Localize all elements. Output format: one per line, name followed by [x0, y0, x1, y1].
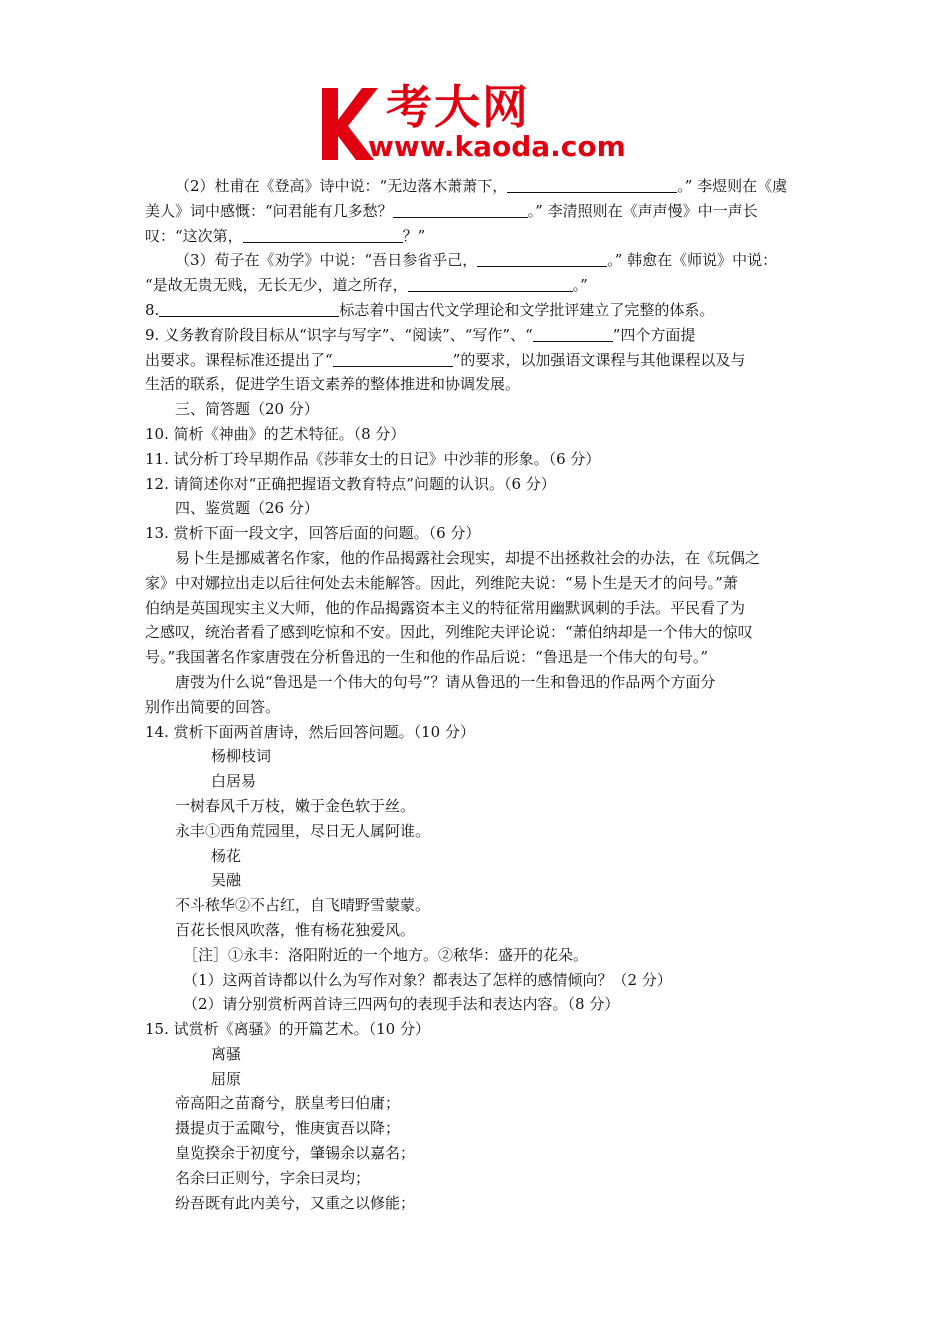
blank[interactable]	[533, 325, 613, 342]
text-line: “是故无贵无贱，无长无少，道之所存， 。”	[145, 276, 588, 295]
sub-question: （1）这两首诗都以什么为写作对象？都表达了怎样的感情倾向？（2 分）	[183, 970, 672, 989]
poem-line: 帝高阳之苗裔兮，朕皇考曰伯庸；	[175, 1094, 401, 1113]
text-line: 生活的联系，促进学生语文素养的整体推进和协调发展。	[145, 375, 521, 394]
question-item: 14. 赏析下面两首唐诗，然后回答问题。（10 分）	[145, 722, 475, 741]
question-item: 11. 试分析丁玲早期作品《莎菲女士的日记》中沙菲的形象。（6 分）	[145, 449, 601, 468]
text-line: 出要求。课程标准还提出了“ ”的要求，以加强语文课程与其他课程以及与	[145, 350, 746, 369]
logo-brand-text: 考大网	[386, 80, 530, 134]
text-line: （3）荀子在《劝学》中说：“吾日参省乎己， 。” 韩愈在《师说》中说：	[175, 251, 778, 270]
logo-url-text: www.kaoda.com	[368, 130, 626, 163]
blank[interactable]	[159, 300, 339, 317]
text-line: 之感叹，统治者看了感到吃惊和不安。因此，列维陀夫评论说：“萧伯纳却是一个伟大的惊叹	[145, 623, 753, 642]
blank[interactable]	[333, 350, 453, 367]
blank[interactable]	[243, 226, 403, 243]
poem-title: 杨花	[211, 846, 242, 865]
poem-line: 一树春风千万枝，嫩于金色软于丝。	[175, 796, 416, 815]
poem-line: 名余曰正则兮，字余曰灵均；	[175, 1168, 371, 1187]
question-item: 10. 简析《神曲》的艺术特征。（8 分）	[145, 424, 406, 443]
text-line: 家》中对娜拉出走以后往何处去未能解答。因此，列维陀夫说：“易卜生是天才的问号。”萧	[145, 573, 738, 592]
text-line: 号。”我国著名作家唐弢在分析鲁迅的一生和他的作品后说：“鲁迅是一个伟大的句号。”	[145, 648, 709, 667]
blank[interactable]	[477, 250, 607, 267]
blank[interactable]	[408, 275, 573, 292]
text-line: 易卜生是挪威著名作家，他的作品揭露社会现实，却提不出拯救社会的办法，在《玩偶之	[175, 548, 761, 567]
note-line: ［注］①永丰：洛阳附近的一个地方。②秾华：盛开的花朵。	[183, 945, 589, 964]
kaoda-logo	[318, 80, 638, 162]
poem-line: 百花长恨风吹落，惟有杨花独爱风。	[175, 920, 416, 939]
poem-line: 不斗秾华②不占红，自飞晴野雪蒙蒙。	[175, 896, 431, 915]
poem-line: 永丰①西角荒园里，尽日无人属阿谁。	[175, 821, 431, 840]
text-line: 美人》词中感慨：“问君能有几多愁？ 。” 李清照则在《声声慢》中一声长	[145, 201, 758, 220]
poem-author: 吴融	[211, 871, 242, 890]
section-heading: 四、鉴赏题（26 分）	[175, 499, 319, 518]
question-item: 12. 请简述你对“正确把握语文教育特点”问题的认识。（6 分）	[145, 474, 556, 493]
section-heading: 三、简答题（20 分）	[175, 400, 319, 419]
poem-title: 离骚	[211, 1044, 242, 1063]
poem-line: 纷吾既有此内美兮，又重之以修能；	[175, 1193, 416, 1212]
poem-title: 杨柳枝词	[211, 747, 272, 766]
blank[interactable]	[393, 201, 528, 218]
text-line: 叹：“这次第， ？”	[145, 226, 426, 245]
text-line: 别作出简要的回答。	[145, 697, 281, 716]
blank[interactable]	[507, 176, 677, 193]
text-line: 9. 义务教育阶段目标从“识字与写字”、“阅读”、“写作”、“ ”四个方面提	[145, 325, 696, 344]
poem-line: 摄提贞于孟陬兮，惟庚寅吾以降；	[175, 1119, 401, 1138]
text-line: （2）杜甫在《登高》诗中说：“无边落木萧萧下， 。” 李煜则在《虞	[175, 177, 788, 195]
poem-author: 白居易	[211, 772, 257, 791]
text-line: 唐弢为什么说“鲁迅是一个伟大的句号”？请从鲁迅的一生和鲁迅的作品两个方面分	[175, 672, 716, 691]
question-item: 13. 赏析下面一段文字，回答后面的问题。（6 分）	[145, 524, 481, 543]
exam-content	[145, 174, 825, 1215]
poem-line: 皇览揆余于初度兮，肇锡余以嘉名；	[175, 1144, 416, 1163]
question-item: 15. 试赏析《离骚》的开篇艺术。（10 分）	[145, 1020, 430, 1039]
poem-author: 屈原	[211, 1069, 242, 1088]
text-line: 8. 标志着中国古代文学理论和文学批评建立了完整的体系。	[145, 300, 715, 319]
sub-question: （2）请分别赏析两首诗三四两句的表现手法和表达内容。（8 分）	[183, 995, 620, 1014]
text-line: 伯纳是英国现实主义大师，他的作品揭露资本主义的特征常用幽默讽刺的手法。平民看了为	[145, 598, 746, 617]
